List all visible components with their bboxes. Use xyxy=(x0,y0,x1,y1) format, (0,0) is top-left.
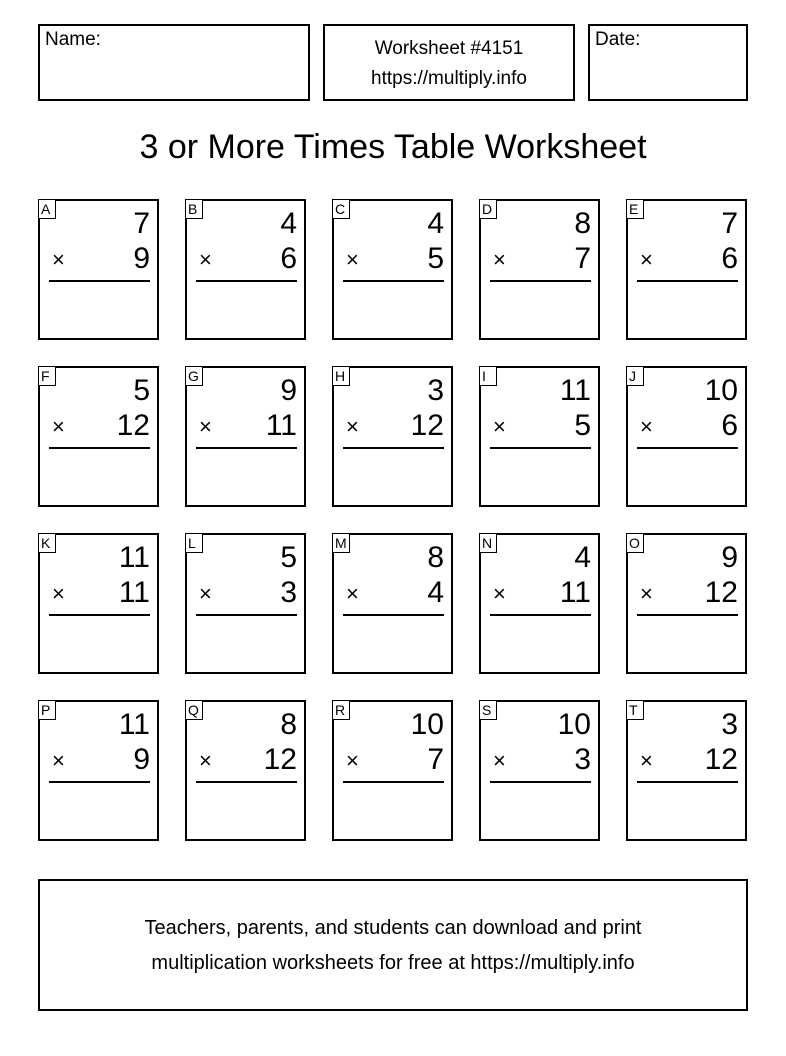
multiplier: 5 xyxy=(574,409,591,442)
problem-card[interactable] xyxy=(332,700,453,841)
problem-letter: O xyxy=(626,533,644,553)
problem-card[interactable] xyxy=(626,366,747,507)
problem-card[interactable] xyxy=(185,700,306,841)
answer-line xyxy=(196,614,297,616)
answer-line xyxy=(196,280,297,282)
multiply-sign-icon: × xyxy=(640,748,653,773)
multiply-sign-icon: × xyxy=(346,581,359,606)
multiply-sign-icon: × xyxy=(493,748,506,773)
multiply-sign-icon: × xyxy=(52,414,65,439)
problem-letter: G xyxy=(185,366,203,386)
multiply-sign-icon: × xyxy=(199,748,212,773)
answer-line xyxy=(49,280,150,282)
multiplier: 7 xyxy=(427,743,444,776)
multiplicand: 7 xyxy=(133,207,150,240)
multiply-sign-icon: × xyxy=(640,414,653,439)
multiplier: 12 xyxy=(704,743,738,776)
multiplicand: 11 xyxy=(559,374,591,407)
answer-line xyxy=(637,280,738,282)
problem-letter: N xyxy=(479,533,497,553)
answer-line xyxy=(343,447,444,449)
multiplier: 12 xyxy=(410,409,444,442)
multiplicand: 4 xyxy=(427,207,444,240)
problem-card[interactable] xyxy=(479,533,600,674)
problem-letter: T xyxy=(626,700,644,720)
answer-line xyxy=(343,280,444,282)
problem-letter: I xyxy=(479,366,497,386)
answer-line xyxy=(49,781,150,783)
answer-line xyxy=(196,781,297,783)
multiplicand: 11 xyxy=(118,541,150,574)
multiplicand: 11 xyxy=(118,708,150,741)
multiplier: 6 xyxy=(721,242,738,275)
multiplicand: 8 xyxy=(427,541,444,574)
name-label: Name: xyxy=(45,29,101,50)
multiply-sign-icon: × xyxy=(199,247,212,272)
multiplicand: 8 xyxy=(574,207,591,240)
multiplier: 11 xyxy=(118,576,150,609)
multiplicand: 8 xyxy=(280,708,297,741)
multiplicand: 9 xyxy=(280,374,297,407)
multiply-sign-icon: × xyxy=(52,247,65,272)
date-label: Date: xyxy=(595,29,641,50)
problem-card[interactable] xyxy=(332,366,453,507)
problem-card[interactable] xyxy=(479,199,600,340)
answer-line xyxy=(196,447,297,449)
multiplier: 6 xyxy=(280,242,297,275)
problem-card[interactable] xyxy=(185,199,306,340)
problem-letter: F xyxy=(38,366,56,386)
problem-letter: K xyxy=(38,533,56,553)
answer-line xyxy=(637,447,738,449)
multiply-sign-icon: × xyxy=(199,414,212,439)
multiplier: 3 xyxy=(574,743,591,776)
problem-letter: C xyxy=(332,199,350,219)
multiplicand: 10 xyxy=(557,708,591,741)
multiplier: 12 xyxy=(704,576,738,609)
problem-letter: E xyxy=(626,199,644,219)
multiply-sign-icon: × xyxy=(640,247,653,272)
answer-line xyxy=(49,614,150,616)
multiplicand: 4 xyxy=(574,541,591,574)
multiply-sign-icon: × xyxy=(199,581,212,606)
answer-line xyxy=(637,614,738,616)
footer-box xyxy=(38,879,748,1011)
multiplier: 12 xyxy=(263,743,297,776)
problem-letter: R xyxy=(332,700,350,720)
multiplier: 4 xyxy=(427,576,444,609)
multiply-sign-icon: × xyxy=(52,748,65,773)
answer-line xyxy=(490,781,591,783)
multiplier: 9 xyxy=(133,242,150,275)
answer-line xyxy=(49,447,150,449)
multiplicand: 5 xyxy=(133,374,150,407)
problem-card[interactable] xyxy=(38,533,159,674)
multiply-sign-icon: × xyxy=(493,247,506,272)
multiply-sign-icon: × xyxy=(52,581,65,606)
footer-line-1: Teachers, parents, and students can download and print xyxy=(144,917,642,939)
multiplicand: 4 xyxy=(280,207,297,240)
problem-letter: P xyxy=(38,700,56,720)
problem-card[interactable] xyxy=(332,533,453,674)
answer-line xyxy=(490,614,591,616)
multiplicand: 5 xyxy=(280,541,297,574)
answer-line xyxy=(490,280,591,282)
problem-card[interactable] xyxy=(332,199,453,340)
problem-letter: A xyxy=(38,199,56,219)
multiplier: 9 xyxy=(133,743,150,776)
problem-card[interactable] xyxy=(479,700,600,841)
multiplier: 3 xyxy=(280,576,297,609)
problem-card[interactable] xyxy=(185,533,306,674)
problem-letter: Q xyxy=(185,700,203,720)
multiply-sign-icon: × xyxy=(640,581,653,606)
problem-letter: H xyxy=(332,366,350,386)
multiplicand: 9 xyxy=(721,541,738,574)
problem-card[interactable] xyxy=(626,700,747,841)
problem-letter: D xyxy=(479,199,497,219)
answer-line xyxy=(343,781,444,783)
page-title: 3 or More Times Table Worksheet xyxy=(139,128,647,166)
multiplier: 6 xyxy=(721,409,738,442)
multiply-sign-icon: × xyxy=(346,414,359,439)
worksheet-number: Worksheet #4151 xyxy=(374,38,524,59)
multiply-sign-icon: × xyxy=(346,247,359,272)
multiply-sign-icon: × xyxy=(346,748,359,773)
worksheet-url: https://multiply.info xyxy=(371,68,527,89)
answer-line xyxy=(637,781,738,783)
multiplicand: 3 xyxy=(721,708,738,741)
multiplier: 7 xyxy=(574,242,591,275)
problem-card[interactable] xyxy=(38,199,159,340)
problem-card[interactable] xyxy=(185,366,306,507)
multiplier: 12 xyxy=(116,409,150,442)
footer-line-2: multiplication worksheets for free at https://multiply.info xyxy=(151,952,635,974)
problem-letter: J xyxy=(626,366,644,386)
problem-letter: M xyxy=(332,533,350,553)
answer-line xyxy=(490,447,591,449)
multiplier: 5 xyxy=(427,242,444,275)
multiply-sign-icon: × xyxy=(493,581,506,606)
problem-card[interactable] xyxy=(38,366,159,507)
problem-card[interactable] xyxy=(626,199,747,340)
problem-letter: L xyxy=(185,533,203,553)
multiplicand: 3 xyxy=(427,374,444,407)
multiplier: 11 xyxy=(265,409,297,442)
problem-card[interactable] xyxy=(479,366,600,507)
multiplicand: 10 xyxy=(410,708,444,741)
problem-card[interactable] xyxy=(38,700,159,841)
multiply-sign-icon: × xyxy=(493,414,506,439)
problem-letter: B xyxy=(185,199,203,219)
problem-card[interactable] xyxy=(626,533,747,674)
problem-letter: S xyxy=(479,700,497,720)
multiplicand: 7 xyxy=(721,207,738,240)
answer-line xyxy=(343,614,444,616)
multiplicand: 10 xyxy=(704,374,738,407)
multiplier: 11 xyxy=(559,576,591,609)
